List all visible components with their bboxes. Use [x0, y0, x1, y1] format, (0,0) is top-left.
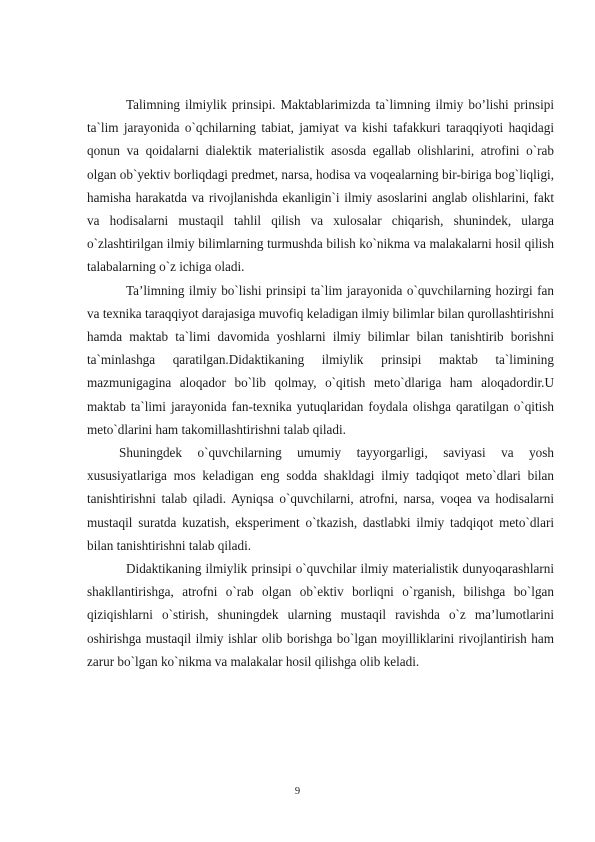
paragraph-ilmiylik-prinsipi: Talimning ilmiylik prinsipi. Maktablarimizda ta`limning ilmiy bo’lishi prinsipi ta`lim jarayonida o`qchilarning tabiat, jamiyat va kishi tafakkuri taraqqiyoti haqidagi qonun va qoidalarni dialektik materialistik asosda egallab olishlarini, atrofini o`rab olgan ob`yektiv borliqdagi predmet, narsa, hodisa va voqealarning bir-biriga bog`liqligi, hamisha harakatda va rivojlanishda ekanligin`i ilmiy asoslarini anglab olishlarini, fakt va hodisalarni mustaqil tahlil qilish va xulosalar chiqarish, shunindek, ularga o`zlashtirilgan ilmiy bilimlarning turmushda bilish ko`nikma va malakalarni hosil qilish talabalarning o`z ichiga oladi. [87, 97, 554, 275]
page-number: 9 [294, 786, 301, 797]
paragraph-tadqiqot-metodlari: Shuningdek o`quvchilarning umumiy tayyorgarligi, saviyasi va yosh xususiyatlariga mos keladigan eng sodda shakldagi ilmiy tadqiqot meto`dlari bilan tanishtirishni talab qiladi. Ayniqsa o`quvchilarni, atrofni, narsa, voqea va hodisalarni mustaqil suratda kuzatish, eksperiment o`tkazish, dastlabki ilmiy tadqiqot meto`dlari bilan tanishtirishni talab qiladi. [87, 445, 554, 553]
paragraph-ilmiy-bolishi: Ta’limning ilmiy bo`lishi prinsipi ta`lim jarayonida o`quvchilarning hozirgi fan va texnika taraqqiyot darajasiga muvofiq keladigan ilmiy bilimlar bilan qurollashtirishni hamda maktab ta`limi davomida yoshlarni ilmiy bilimlar bilan tanishtirib borishni ta`minlashga qaratilgan.Didaktikaning ilmiylik prinsipi maktab ta`limining mazmunigagina aloqador bo`lib qolmay, o`qitish meto`dlariga ham aloqadordir.U maktab ta`limi jarayonida fan-texnika yutuqlaridan foydala olishga qaratilgan o`qitish meto`dlarini ham takomillashtirishni talab qiladi. [87, 282, 554, 437]
document-body [87, 93, 554, 673]
paragraph-dunyoqarash: Didaktikaning ilmiylik prinsipi o`quvchilar ilmiy materialistik dunyoqarashlarni shakllantirishga, atrofni o`rab olgan ob`ektiv borliqni o`rganish, bilishga bo`lgan qiziqishlarni o`stirish, shuningdek ularning mustaqil ravishda o`z ma’lumotlarini oshirishga mustaqil ilmiy ishlar olib borishga bo`lgan moyilliklarini rivojlantirish ham zarur bo`lgan ko`nikma va malakalar hosil qilishga olib keladi. [87, 561, 554, 669]
